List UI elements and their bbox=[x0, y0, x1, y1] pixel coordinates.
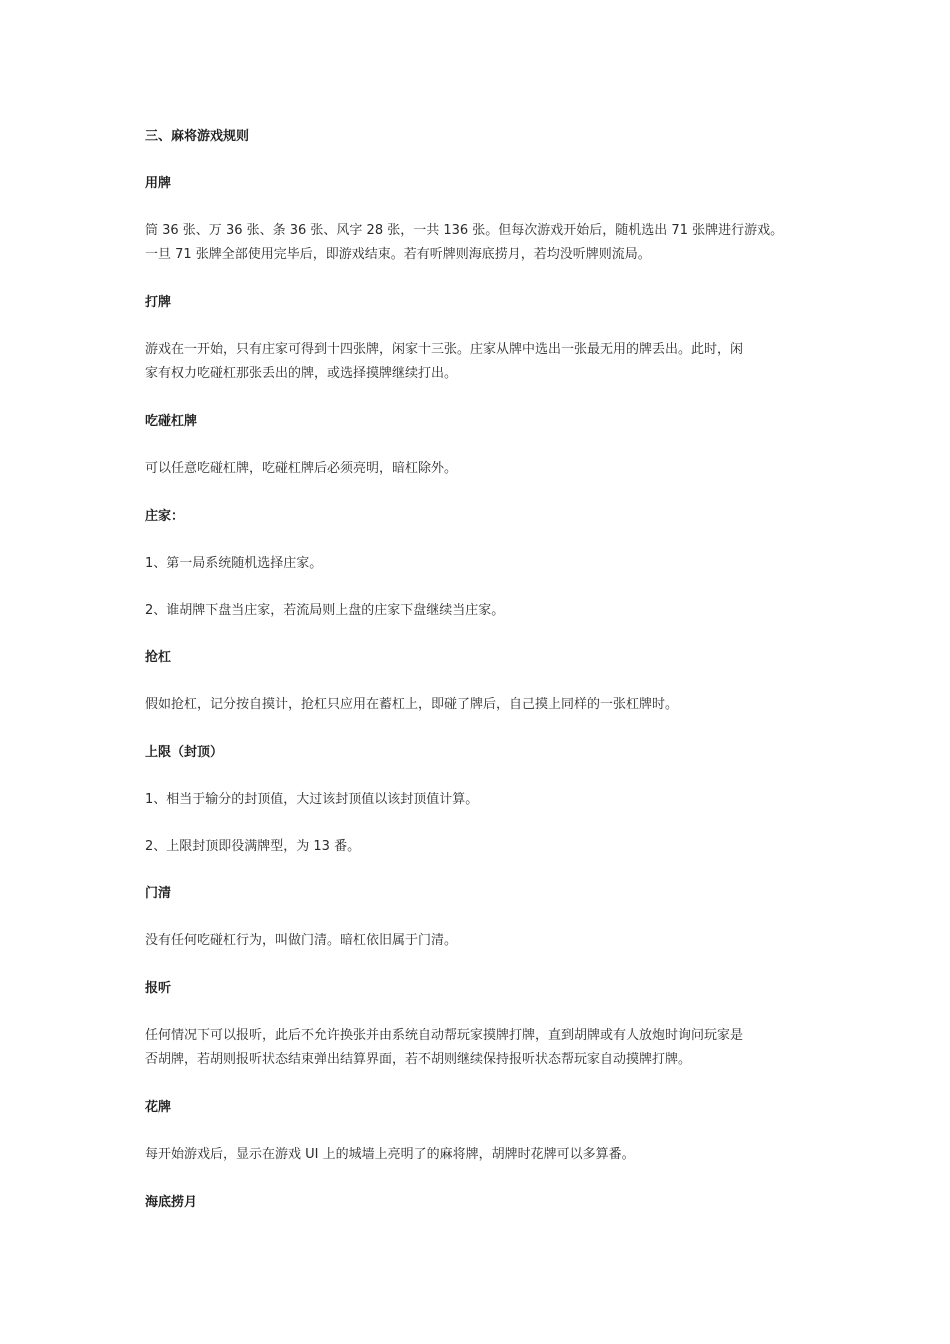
paragraph-qianggang bbox=[145, 693, 813, 717]
paragraph-huapai bbox=[145, 1143, 813, 1167]
list-item: 2、谁胡牌下盘当庄家，若流局则上盘的庄家下盘继续当庄家。 bbox=[145, 603, 505, 618]
paragraph-yongpai bbox=[145, 219, 813, 267]
paragraph-line: 任何情况下可以报听，此后不允许换张并由系统自动帮玩家摸牌打牌，直到胡牌或有人放炮时询问玩家是 bbox=[145, 1028, 744, 1043]
paragraph-line: 没有任何吃碰杠行为，叫做门清。暗杠依旧属于门清。 bbox=[145, 933, 458, 948]
heading-zhuangjia: 庄家： bbox=[145, 509, 185, 524]
list-item: 1、第一局系统随机选择庄家。 bbox=[145, 556, 323, 571]
paragraph-line: 每开始游戏后，显示在游戏 UI 上的城墙上亮明了的麻将牌，胡牌时花牌可以多算番。 bbox=[145, 1147, 635, 1162]
paragraph-line: 家有权力吃碰杠那张丢出的牌，或选择摸牌继续打出。 bbox=[145, 366, 458, 381]
heading-huapai: 花牌 bbox=[145, 1100, 172, 1115]
heading-baoting: 报听 bbox=[145, 981, 172, 996]
paragraph-line: 筒 36 张、万 36 张、条 36 张、风字 28 张，一共 136 张。但每次游戏开始后，随机选出 71 张牌进行游戏。 bbox=[145, 223, 784, 238]
paragraph-baoting bbox=[145, 1024, 813, 1072]
paragraph-menqing bbox=[145, 929, 813, 953]
heading-chipenggang: 吃碰杠牌 bbox=[145, 414, 198, 429]
paragraph-line: 可以任意吃碰杠牌，吃碰杠牌后必须亮明，暗杠除外。 bbox=[145, 461, 458, 476]
list-item: 2、上限封顶即役满牌型，为 13 番。 bbox=[145, 839, 361, 854]
section-title: 三、麻将游戏规则 bbox=[145, 129, 250, 144]
paragraph-chipenggang bbox=[145, 457, 813, 481]
heading-shangxian: 上限（封顶） bbox=[145, 745, 224, 760]
paragraph-line: 否胡牌，若胡则报听状态结束弹出结算界面，若不胡则继续保持报听状态帮玩家自动摸牌打牌。 bbox=[145, 1052, 692, 1067]
list-item: 1、相当于输分的封顶值，大过该封顶值以该封顶值计算。 bbox=[145, 792, 479, 807]
paragraph-line: 一旦 71 张牌全部使用完毕后，即游戏结束。若有听牌则海底捞月，若均没听牌则流局。 bbox=[145, 247, 651, 262]
paragraph-dapai bbox=[145, 338, 813, 386]
paragraph-line: 游戏在一开始，只有庄家可得到十四张牌，闲家十三张。庄家从牌中选出一张最无用的牌丢出。此时，闲 bbox=[145, 342, 744, 357]
heading-qianggang: 抢杠 bbox=[145, 650, 172, 665]
heading-dapai: 打牌 bbox=[145, 295, 172, 310]
heading-yongpai: 用牌 bbox=[145, 176, 172, 191]
paragraph-line: 假如抢杠，记分按自摸计，抢杠只应用在蓄杠上，即碰了牌后，自己摸上同样的一张杠牌时。 bbox=[145, 697, 679, 712]
heading-menqing: 门清 bbox=[145, 886, 172, 901]
heading-haidilaoyue: 海底捞月 bbox=[145, 1195, 198, 1210]
